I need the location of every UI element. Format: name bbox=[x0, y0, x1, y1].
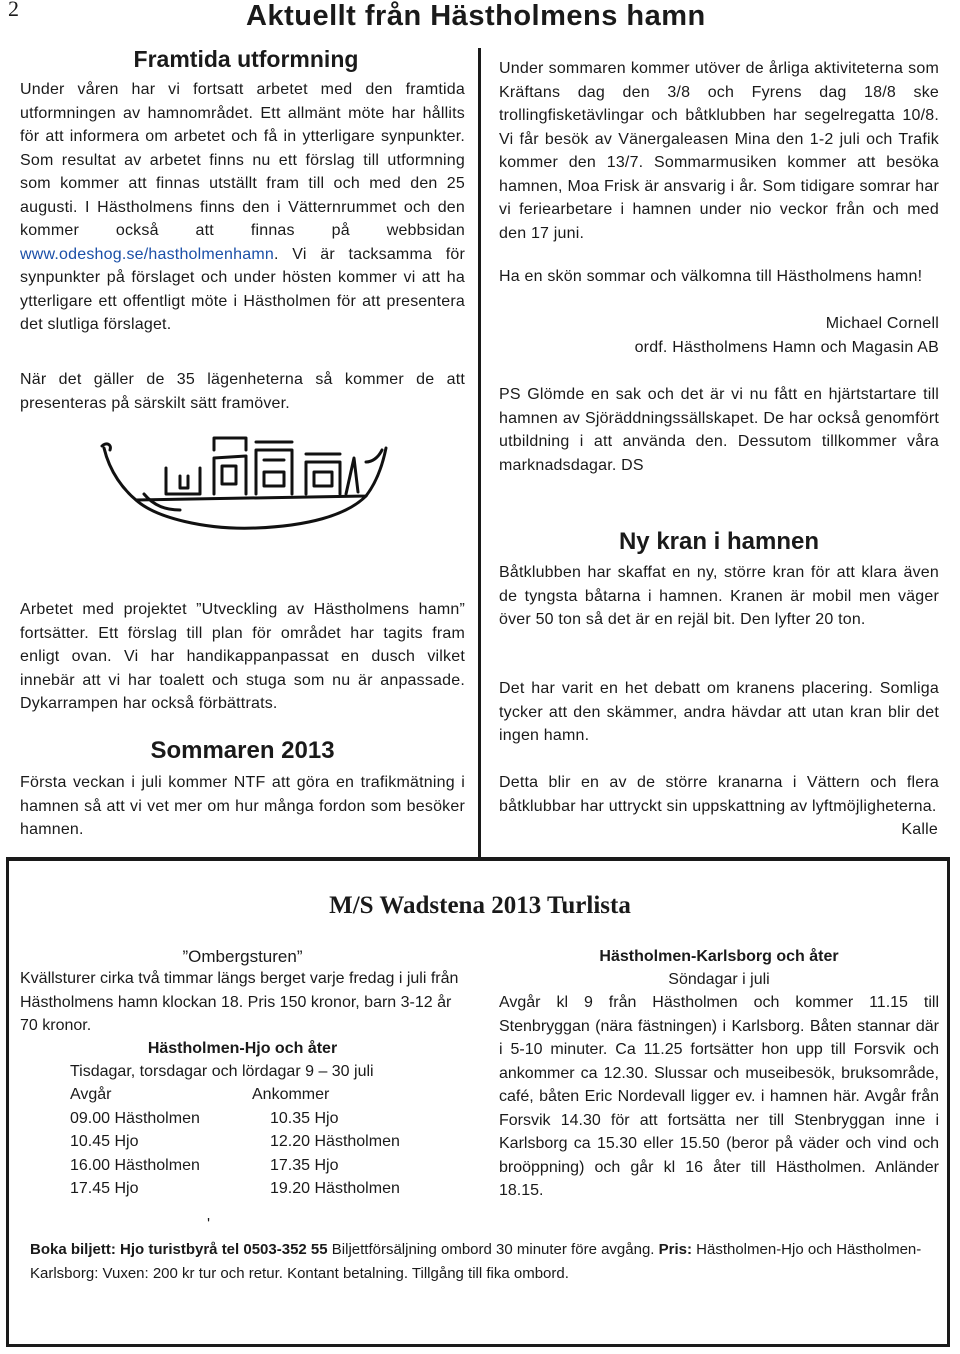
col-ankommer: Ankommer bbox=[252, 1086, 330, 1103]
sommaren-paragraph: Första veckan i juli kommer NTF att göra en trafikmätning i hamnen så att vi vet mer om hur många fordon som besöker hamnen. bbox=[20, 774, 465, 838]
projekt-paragraph: Arbetet med projektet ”Utveckling av Hästholmens hamn” fortsätter. Ett förslag till plan för området har tagits fram enligt ovan. Vi har handikappanpassat en dusch vilket innebär att vi har toalett och stuga som nu är anpassade. Dykarrampen har också förbättrats. bbox=[20, 601, 465, 712]
karlsborg-days: Söndagar i juli bbox=[668, 971, 770, 988]
valkomna-paragraph: Ha en skön sommar och välkomna till Hästholmens hamn! bbox=[499, 268, 923, 285]
column-divider bbox=[478, 48, 481, 858]
table-row bbox=[70, 1154, 400, 1178]
price-text: Hästholmen-Hjo och Hästholmen-Karlsborg: Vuxen: 200 kr tur och retur. Kontant betalning. Tillgång till fika ombord. bbox=[30, 1241, 922, 1282]
dep-cell: 17.45 Hjo bbox=[70, 1180, 139, 1197]
dep-cell: 09.00 Hästholmen bbox=[70, 1109, 200, 1127]
ps-paragraph: PS Glömde en sak och det är vi nu fått en hjärtstartare till hamnen av Sjöräddningssällskapet. De har också genomfört utbildning i att använda den. Dessutom tillkommer våra marknadsdagar. DS bbox=[499, 386, 939, 474]
page-number: 2 bbox=[8, 0, 19, 21]
karlsborg-text: Avgår kl 9 från Hästholmen och kommer 11.15 till Stenbryggan (nära fästningen) i Karlsborg. Båten stannar där i 5-10 minuter. Ca 11.25 fortsätter hon upp till Forsvik och ankommer ca 12.30. Slussar och museibesök, bruksområde, café, båten Eric Nordevall ligger ev. i hamnen här. Avgår från Forsvik 14.30 för att fortsätta ner till Stenbryggan inne i Karlsborg ca 15.30 eller 15.50 (beror på väder och vind och broöppning) och går kl 16 åter till Hästholmen. Anländer 18.15. bbox=[499, 994, 939, 1199]
framtida-heading: Framtida utformning bbox=[133, 46, 359, 72]
sommaren-heading: Sommaren 2013 bbox=[150, 737, 335, 764]
table-row bbox=[70, 1107, 400, 1131]
kran-paragraph-1: Båtklubben har skaffat en ny, större kran för att klara även de tyngsta båtarna i hamnen. Kranen är mobil men väger över 50 ton så det är en rejäl bit. Den lyfter 20 ton. bbox=[499, 564, 939, 628]
framtida-paragraph bbox=[20, 78, 465, 337]
col-avgar: Avgår bbox=[70, 1086, 112, 1103]
hjo-days: Tisdagar, torsdagar och lördagar 9 – 30 juli bbox=[70, 1063, 374, 1080]
arr-cell: 12.20 Hästholmen bbox=[270, 1133, 400, 1150]
booking-info bbox=[30, 1238, 930, 1286]
turlista-title: M/S Wadstena 2013 Turlista bbox=[329, 892, 631, 919]
arr-cell: 17.35 Hjo bbox=[270, 1156, 339, 1174]
kran-paragraph-2: Det har varit en het debatt om kranens placering. Somliga tycker att den skämmer, andra hävdar att utan kran blir det ingen hamn. bbox=[499, 680, 939, 744]
page-banner-title: Aktuellt från Hästholmens hamn bbox=[246, 0, 706, 32]
aktiviteter-paragraph: Under sommaren kommer utöver de årliga aktiviteterna som Kräftans dag den 3/8 och Fyrens dag 18/8 ske trollingfisketävlingar och båtklubben har segelregatta 10/8. Vi får besök av Vänergaleasen Mina den 1-2 juli och Trafik kommer den 13/7. Sommarmusiken kommer att besöka hamnen, Moa Frisk är ansvarig i år. Som tidigare somrar har vi feriearbetare i hamnen under nio veckor från och med den 17 juni. bbox=[499, 60, 939, 242]
booking-label: Boka biljett: Hjo turistbyrå tel 0503-352 55 bbox=[30, 1241, 328, 1258]
lagenheter-paragraph: När det gäller de 35 lägenheterna så kommer de att presenteras på särskilt sätt framöver. bbox=[20, 371, 465, 412]
website-link[interactable]: www.odeshog.se/hastholmenhamn bbox=[20, 245, 274, 263]
price-label: Pris: bbox=[658, 1241, 692, 1258]
hjo-title: Hästholmen-Hjo och åter bbox=[147, 1040, 338, 1057]
signature-title: ordf. Hästholmens Hamn och Magasin AB bbox=[634, 339, 939, 356]
dep-cell: 16.00 Hästholmen bbox=[70, 1156, 200, 1174]
signature-name: Michael Cornell bbox=[825, 315, 939, 332]
booking-text: Biljettförsäljning ombord 30 minuter före avgång. bbox=[327, 1241, 659, 1258]
arr-cell: 19.20 Hästholmen bbox=[270, 1180, 400, 1197]
ombergsturen-title: ”Ombergsturen” bbox=[182, 947, 303, 966]
ombergsturen-text: Kvällsturer cirka två timmar längs berget varje fredag i juli från Hästholmens hamn klockan 18. Pris 150 kronor, barn 3-12 år 70 kronor. bbox=[20, 970, 459, 1034]
hjo-timetable bbox=[70, 1083, 400, 1201]
kran-paragraph-3 bbox=[499, 771, 939, 818]
arr-cell: 10.35 Hjo bbox=[270, 1109, 339, 1127]
kran-signature: Kalle bbox=[901, 821, 938, 838]
stray-mark: ' bbox=[207, 1216, 211, 1233]
framtida-text-2: . Vi är tacksamma för synpunkter på förslaget och under hösten kommer vi att ha ytterligare ett offentligt möte i Hästholmen för att presentera det slutliga förslaget. bbox=[20, 245, 465, 333]
kran-heading: Ny kran i hamnen bbox=[618, 528, 820, 555]
table-row bbox=[70, 1130, 400, 1154]
framtida-text-1: Under våren har vi fortsatt arbetet med den framtida utformningen av hamnområdet. Ett allmänt möte har hållits för att informera om arbetet och få in ytterligare synpunkter. Som resultat av arbetet finns nu ett förslag till utformning som kommer att finnas utställt fram till och med den 25 augusti. I Hästholmens finns den i Vätternrummet och den kommer också att finnas på webbsidan bbox=[20, 81, 465, 239]
boat-illustration bbox=[96, 428, 396, 548]
table-row bbox=[70, 1177, 400, 1201]
kran-text-3: Detta blir en av de större kranarna i Vättern och flera båtklubbar har uttryckt sin uppskattning av lyftmöjligheterna. bbox=[499, 774, 939, 815]
dep-cell: 10.45 Hjo bbox=[70, 1133, 139, 1150]
karlsborg-title: Hästholmen-Karlsborg och åter bbox=[599, 948, 839, 965]
